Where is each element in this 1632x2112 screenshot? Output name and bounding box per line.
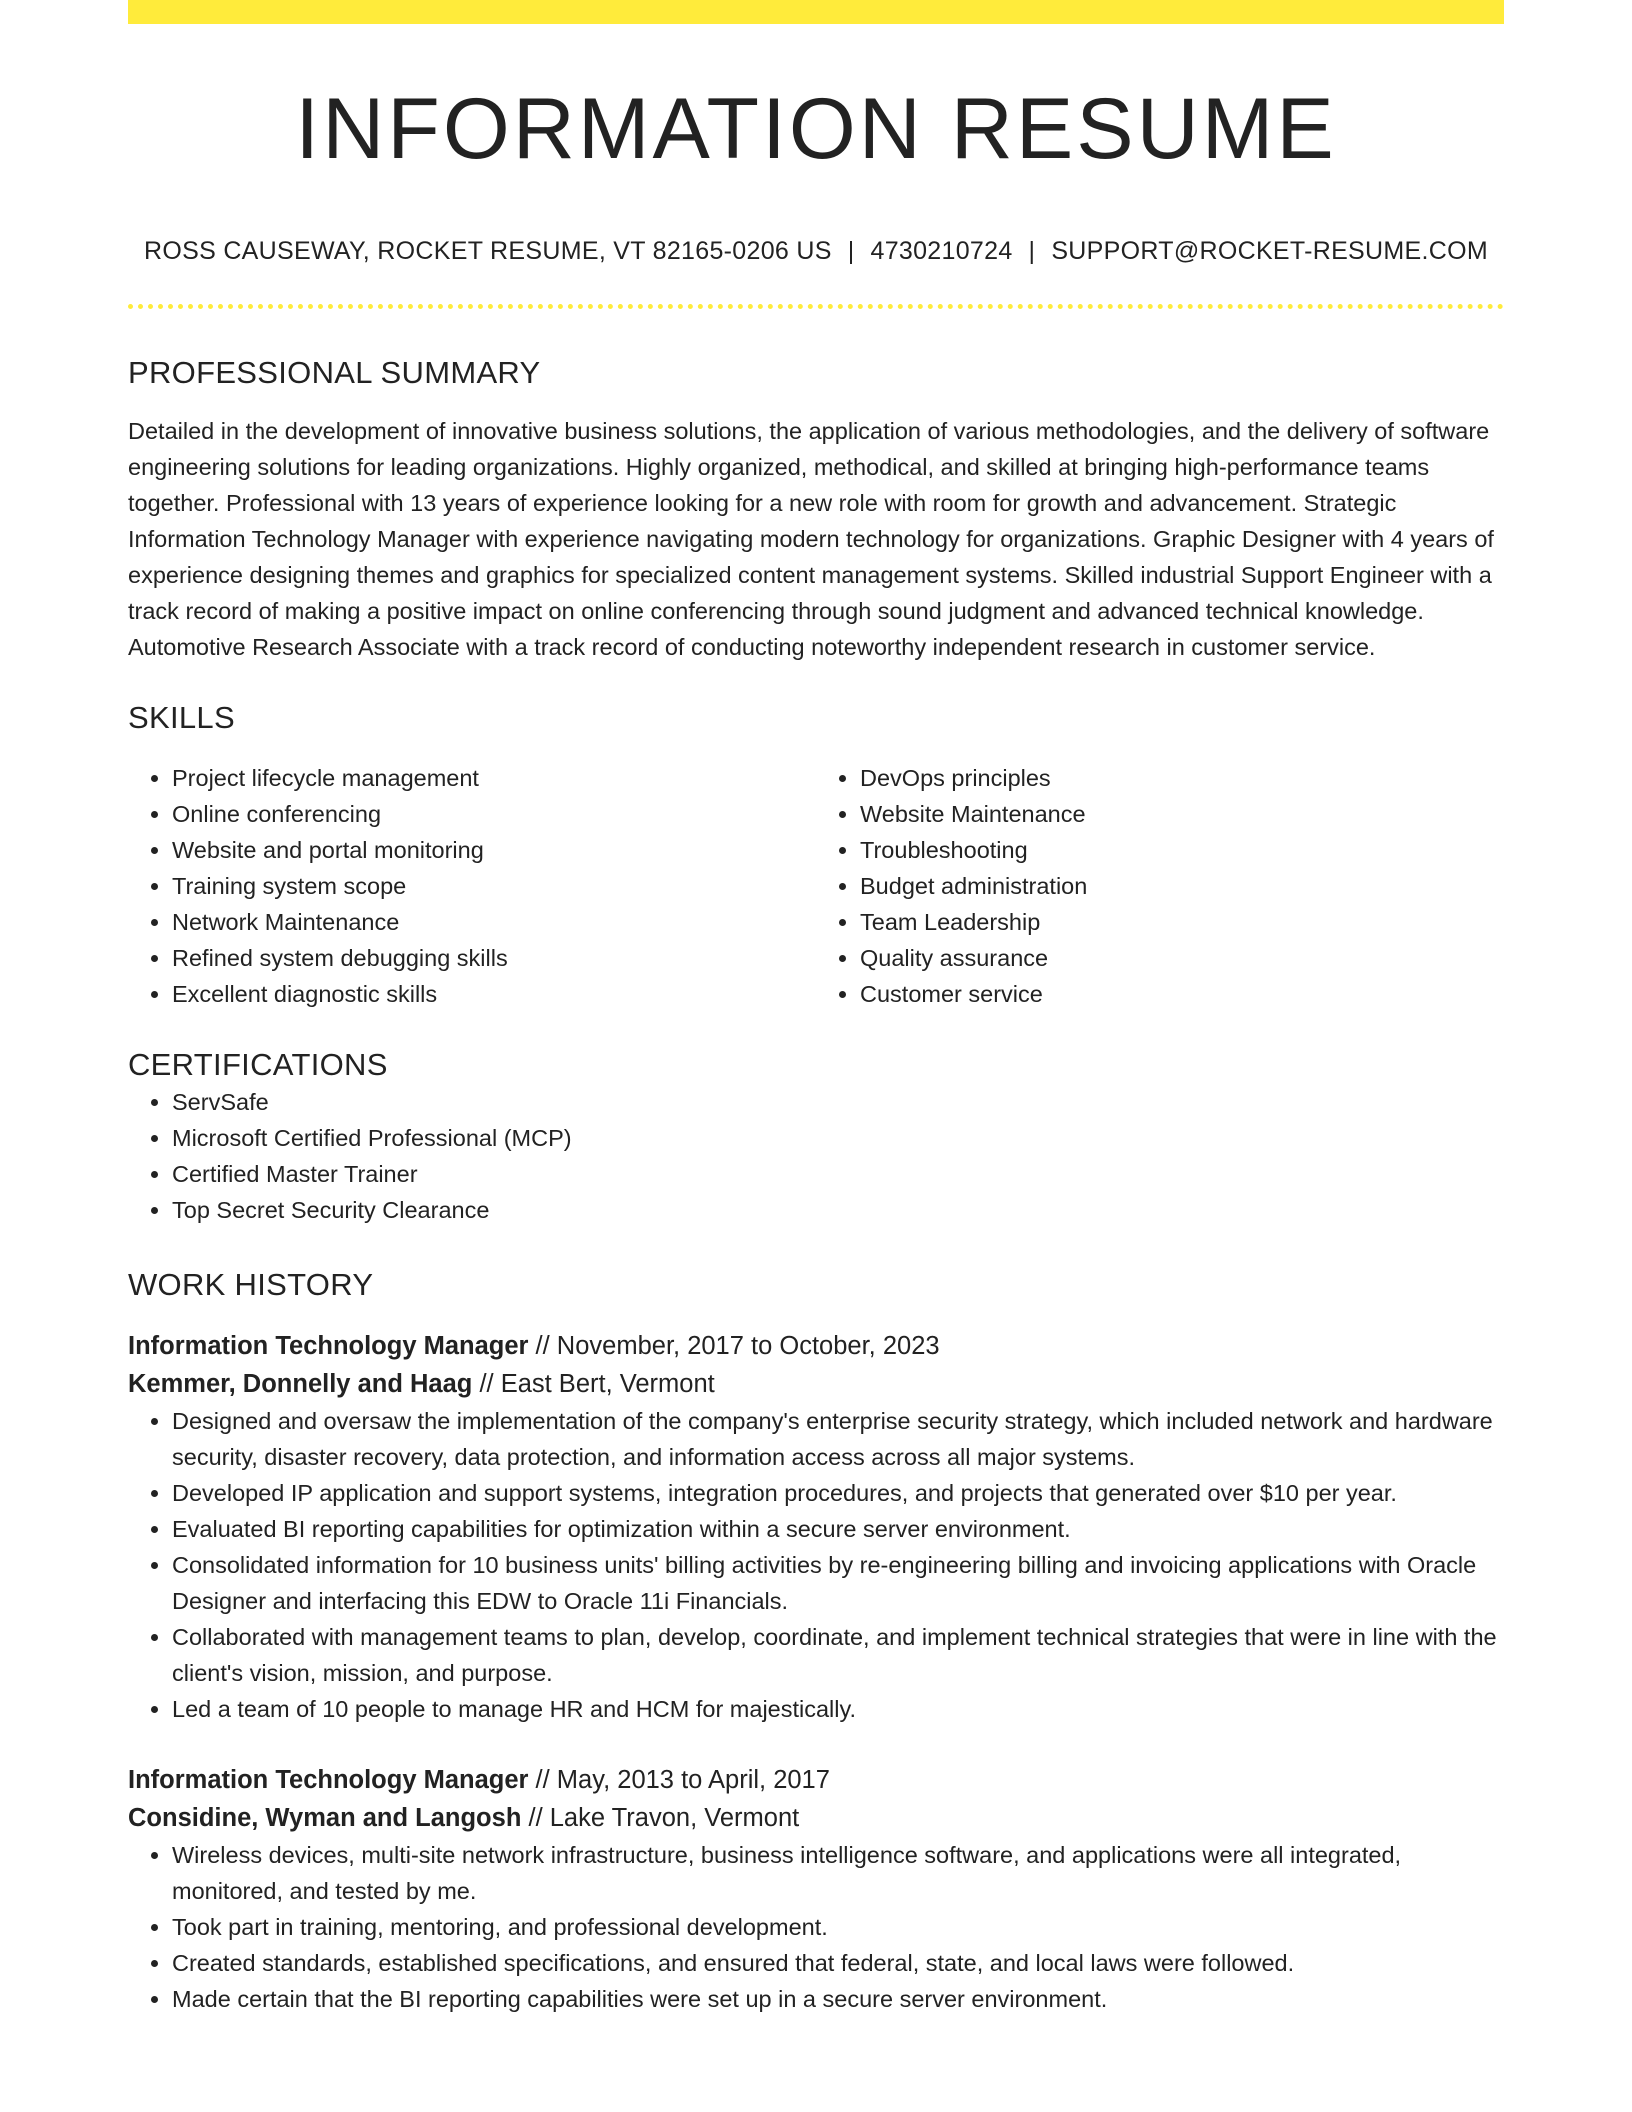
certifications-list [128,1084,1504,1228]
skill-item: • Network Maintenance [172,904,816,940]
skill-item: • Refined system debugging skills [172,940,816,976]
contact-email: SUPPORT@ROCKET-RESUME.COM [1051,237,1488,265]
job-duty-item: • Evaluated BI reporting capabilities for optimization within a secure server environment. [172,1511,1504,1547]
skills-heading: SKILLS [128,700,235,736]
job-duties-list [128,1403,1504,1727]
job-duty-item: • Designed and oversaw the implementation of the company's enterprise security strategy, which included network and hardware security, disaster recovery, data protection, and information access across all major systems. [172,1403,1504,1475]
resume-page [128,0,1504,2017]
job-duty-item: • Collaborated with management teams to plan, develop, coordinate, and implement technical strategies that were in line with the client's vision, mission, and purpose. [172,1619,1504,1691]
certification-item: • Top Secret Security Clearance [172,1192,1504,1228]
certification-item: • Microsoft Certified Professional (MCP) [172,1120,1504,1156]
job-title-line [128,1761,1504,1799]
contact-line [128,236,1504,266]
skill-item: • Training system scope [172,868,816,904]
skill-item: • Quality assurance [860,940,1504,976]
job-company: Considine, Wyman and Langosh [128,1803,522,1832]
job-duty-item: • Made certain that the BI reporting capabilities were set up in a secure server environment. [172,1981,1504,2017]
skill-item: • Online conferencing [172,796,816,832]
job-duty-item: • Wireless devices, multi-site network infrastructure, business intelligence software, and applications were all integrated, monitored, and tested by me. [172,1837,1504,1909]
skill-item: • Budget administration [860,868,1504,904]
job-title-line [128,1327,1504,1365]
skills-columns [128,760,1504,1012]
job-duties-list [128,1837,1504,2017]
dotted-divider [128,304,1504,309]
skills-right-list [816,760,1504,1012]
contact-phone: 4730210724 [870,237,1013,265]
skills-section [128,699,1504,1012]
accent-top-bar [128,0,1504,24]
job-company-line [128,1799,1504,1837]
job-dates: // May, 2013 to April, 2017 [528,1765,830,1794]
job-entry [128,1327,1504,1727]
skills-left-list [128,760,816,1012]
certification-item: • ServSafe [172,1084,1504,1120]
certifications-section [128,1046,1504,1227]
job-duty-item: • Took part in training, mentoring, and professional development. [172,1909,1504,1945]
skill-item: • Project lifecycle management [172,760,816,796]
job-duty-item: • Consolidated information for 10 business units' billing activities by re-engineering billing and invoicing applications with Oracle Designer and interfacing this EDW to Oracle 11i Financials. [172,1547,1504,1619]
resume-title: INFORMATION RESUME [295,81,1337,177]
job-title: Information Technology Manager [128,1765,529,1794]
job-duty-item: • Developed IP application and support systems, integration procedures, and projects that generated over $10 per year. [172,1475,1504,1511]
skill-item: • Excellent diagnostic skills [172,976,816,1012]
job-duty-item: • Created standards, established specifications, and ensured that federal, state, and local laws were followed. [172,1945,1504,1981]
work-history-heading: WORK HISTORY [128,1266,374,1302]
summary-section [128,354,1504,665]
contact-separator: | [847,237,855,265]
summary-heading: PROFESSIONAL SUMMARY [128,355,541,390]
job-entry [128,1761,1504,2017]
job-title: Information Technology Manager [128,1331,529,1360]
skill-item: • Website and portal monitoring [172,832,816,868]
skill-item: • Team Leadership [860,904,1504,940]
job-duty-item: • Led a team of 10 people to manage HR and HCM for majestically. [172,1691,1504,1727]
job-company: Kemmer, Donnelly and Haag [128,1369,473,1398]
certifications-heading: CERTIFICATIONS [128,1047,388,1083]
contact-address: ROSS CAUSEWAY, ROCKET RESUME, VT 82165-0206 US [144,237,832,265]
work-history-section [128,1266,1504,2017]
contact-separator: | [1028,237,1036,265]
skill-item: • Website Maintenance [860,796,1504,832]
skill-item: • Troubleshooting [860,832,1504,868]
skill-item: • Customer service [860,976,1504,1012]
job-location: // East Bert, Vermont [472,1369,715,1398]
job-company-line [128,1365,1504,1403]
job-location: // Lake Travon, Vermont [521,1803,800,1832]
certification-item: • Certified Master Trainer [172,1156,1504,1192]
skill-item: • DevOps principles [860,760,1504,796]
summary-text: Detailed in the development of innovative business solutions, the application of various methodologies, and the delivery of software engineering solutions for leading organizations. Highly organized, methodical, and skilled at bringing high-performance teams together. Professional with 13 years of experience looking for a new role with room for growth and advancement. Strategic Information Technology Manager with experience navigating modern technology for organizations. Graphic Designer with 4 years of experience designing themes and graphics for specialized content management systems. Skilled industrial Support Engineer with a track record of making a positive impact on online conferencing through sound judgment and advanced technical knowledge. Automotive Research Associate with a track record of conducting noteworthy independent research in customer service. [128,418,1494,661]
job-dates: // November, 2017 to October, 2023 [528,1331,940,1360]
